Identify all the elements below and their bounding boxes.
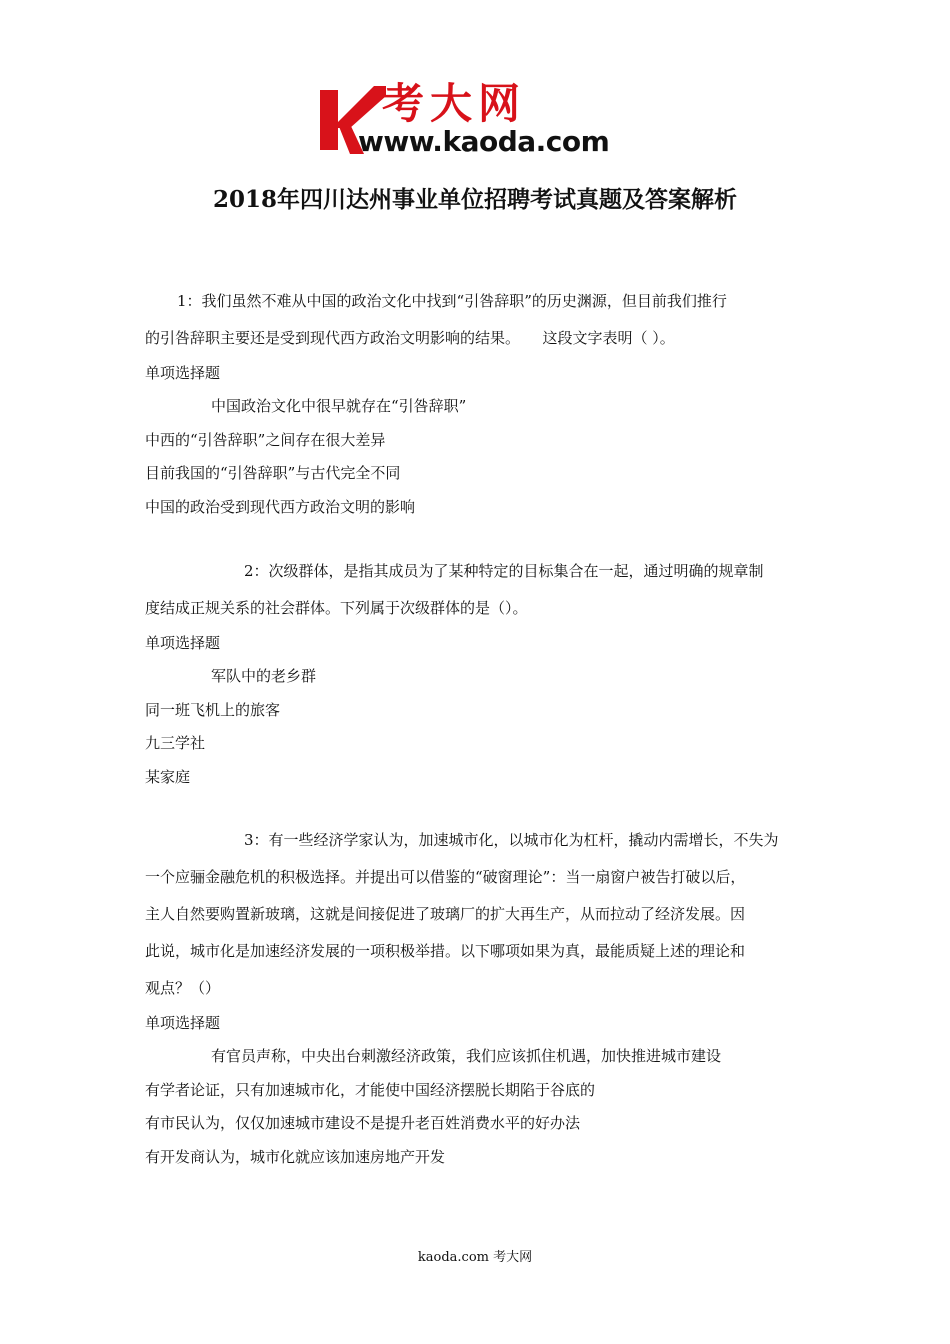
kaoda-logo: [316, 80, 638, 162]
question-type: 单项选择题: [145, 364, 221, 382]
question-stem-line: 一个应骊金融危机的积极选择。并提出可以借鉴的“破窗理论”：当一扇窗户被告打破以后，: [145, 868, 746, 886]
question-stem-line: 3：有一些经济学家认为，加速城市化，以城市化为杠杆，撬动内需增长，不失为: [244, 831, 779, 849]
option-c[interactable]: 有市民认为，仅仅加速城市建设不是提升老百姓消费水平的好办法: [145, 1114, 581, 1132]
option-d[interactable]: 某家庭: [145, 767, 191, 786]
option-d[interactable]: 有开发商认为，城市化就应该加速房地产开发: [145, 1147, 446, 1166]
option-a[interactable]: 有官员声称，中央出台刺激经济政策，我们应该抓住机遇，加快推进城市建设: [211, 1047, 722, 1065]
option-c[interactable]: 九三学社: [145, 734, 206, 752]
logo-brand-text: 考大网: [382, 79, 527, 128]
question-3: [145, 822, 810, 1174]
option-a[interactable]: 军队中的老乡群: [211, 667, 317, 685]
question-stem-line: 1：我们虽然不难从中国的政治文化中找到“引咎辞职”的历史渊源，但目前我们推行: [177, 292, 727, 310]
page-footer: kaoda.com 考大网: [417, 1250, 533, 1265]
option-a[interactable]: 中国政治文化中很早就存在“引咎辞职”: [211, 397, 467, 415]
question-1: [145, 283, 810, 524]
option-b[interactable]: 中西的“引咎辞职”之间存在很大差异: [145, 430, 386, 449]
question-stem-line: 2：次级群体，是指其成员为了某种特定的目标集合在一起，通过明确的规章制: [244, 562, 764, 580]
option-c[interactable]: 目前我国的“引咎辞职”与古代完全不同: [145, 464, 401, 482]
document-title: 2018年四川达州事业单位招聘考试真题及答案解析: [212, 186, 737, 213]
question-stem-line: 度结成正规关系的社会群体。下列属于次级群体的是（）。: [145, 599, 528, 617]
question-stem-line: 此说，城市化是加速经济发展的一项积极举措。以下哪项如果为真，最能质疑上述的理论和: [145, 942, 746, 960]
question-type: 单项选择题: [145, 634, 221, 652]
question-stem-line: 观点？（）: [145, 979, 221, 997]
question-stem-line: 的引咎辞职主要还是受到现代西方政治文明影响的结果。 这段文字表明（ ）。: [145, 329, 675, 347]
option-b[interactable]: 同一班飞机上的旅客: [145, 700, 281, 719]
option-b[interactable]: 有学者论证，只有加速城市化，才能使中国经济摆脱长期陷于谷底的: [145, 1080, 596, 1099]
question-2: [145, 553, 810, 794]
logo-url-text: www.kaoda.com: [358, 125, 610, 158]
question-stem-line: 主人自然要购置新玻璃，这就是间接促进了玻璃厂的扩大再生产，从而拉动了经济发展。因: [145, 905, 746, 923]
option-d[interactable]: 中国的政治受到现代西方政治文明的影响: [145, 497, 416, 516]
question-type: 单项选择题: [145, 1014, 221, 1032]
